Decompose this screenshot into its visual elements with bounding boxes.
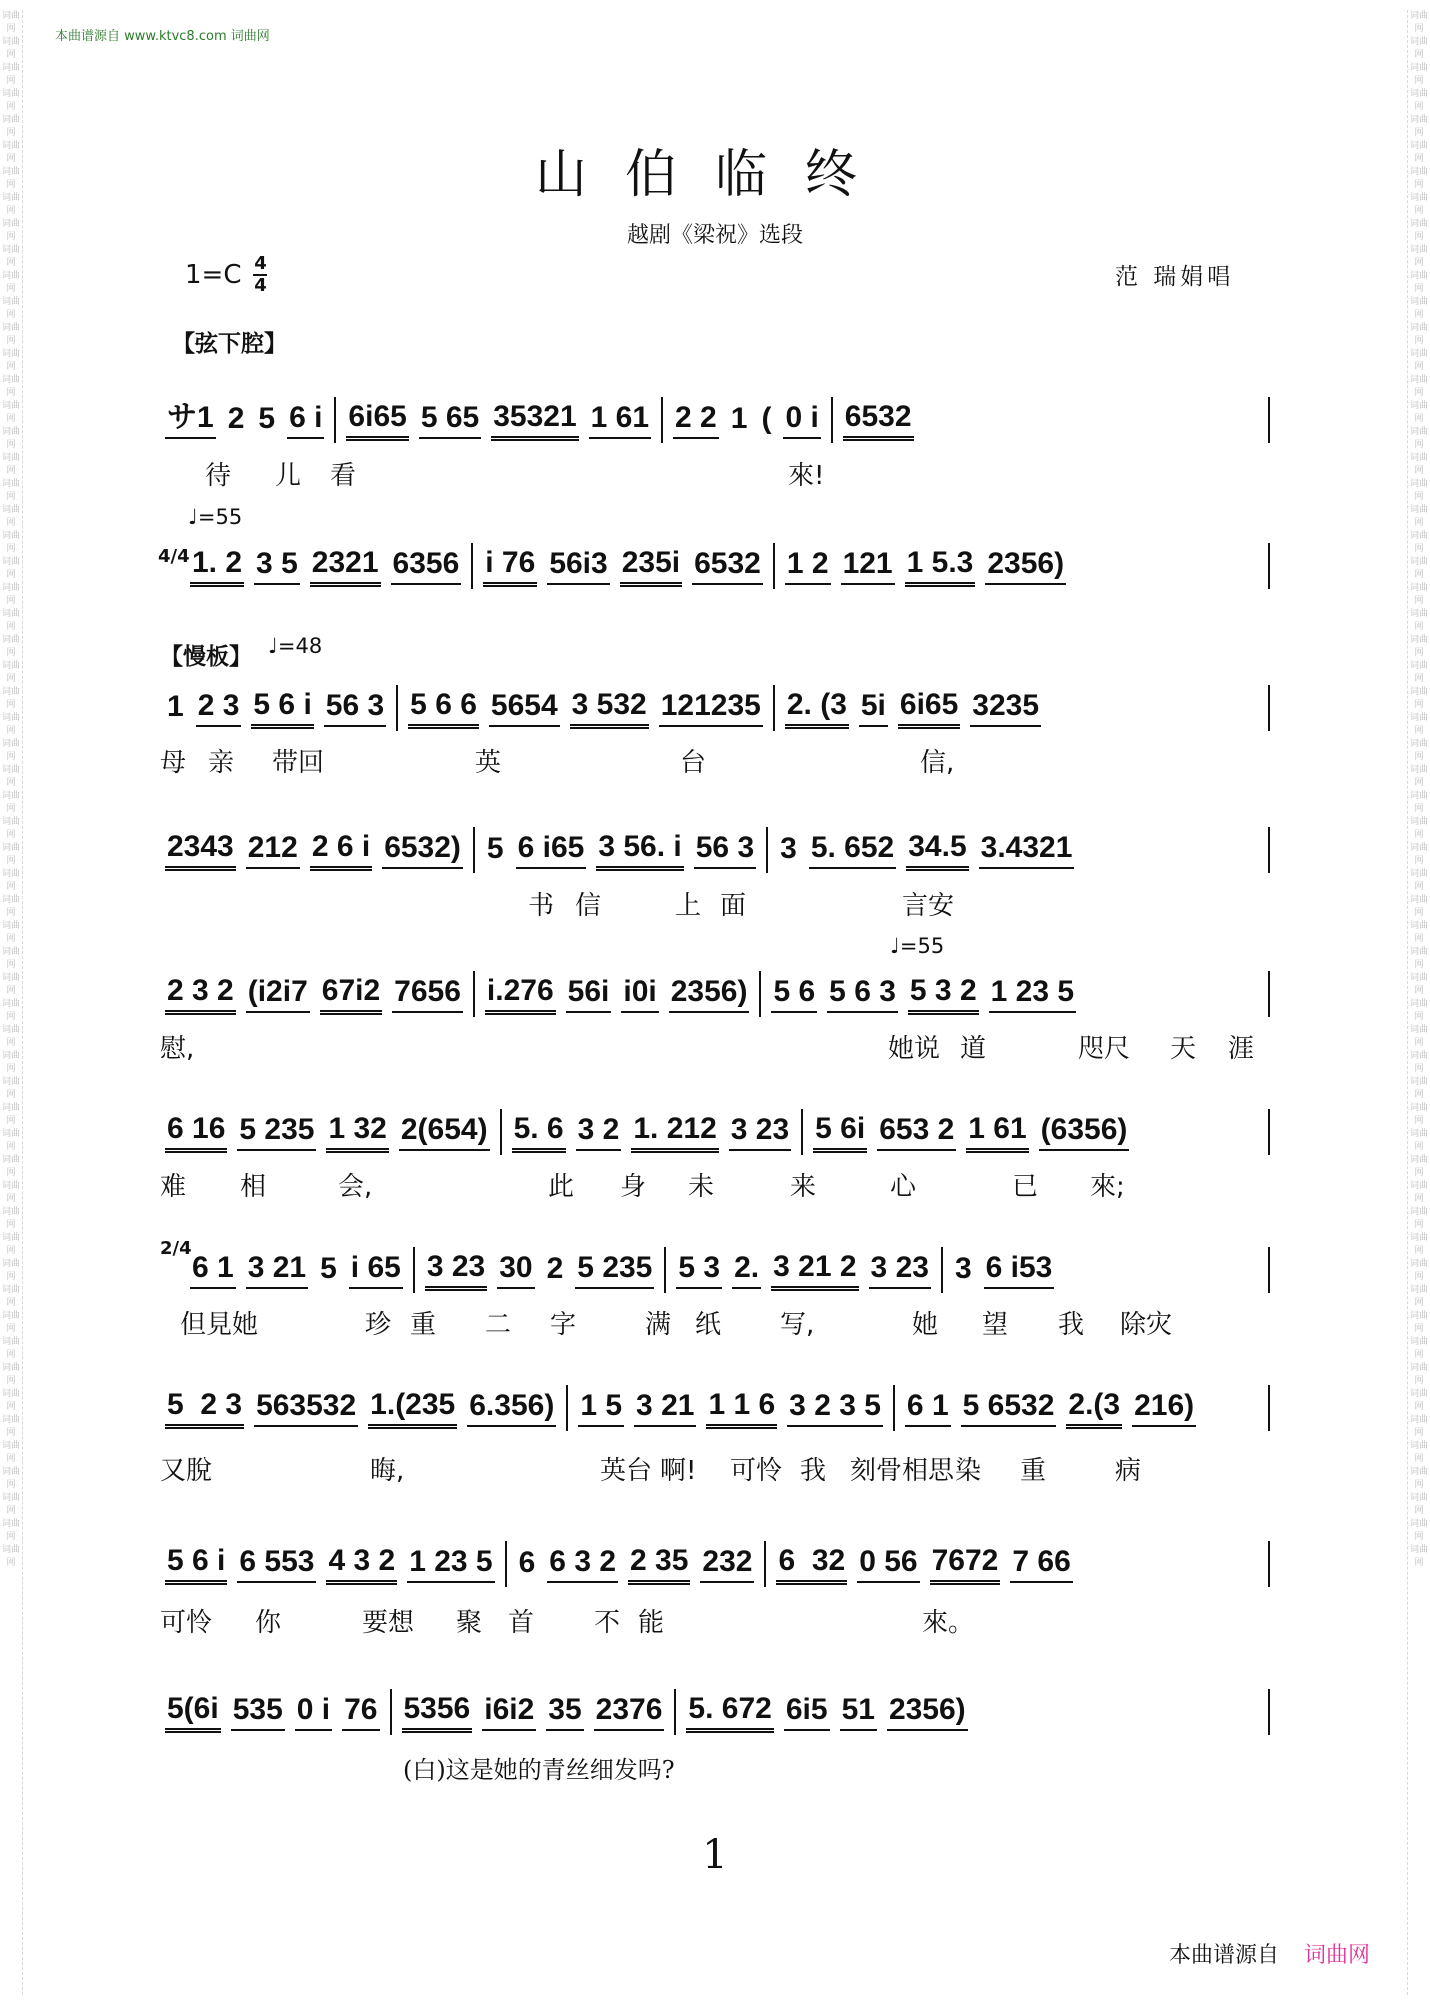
barline <box>1268 1689 1270 1735</box>
note-group: 5 6 3 <box>827 975 898 1013</box>
lyric-syllable: 重 <box>1020 1456 1047 1486</box>
lyric-syllable: 望 <box>982 1310 1009 1340</box>
source-header: 本曲谱源自 www.ktvc8.com 词曲网 <box>55 29 270 44</box>
section-label-intro: 【弦下腔】 <box>172 331 287 357</box>
tempo-marking-b: ♩=48 <box>268 634 323 658</box>
time-denominator: 4 <box>254 275 267 296</box>
lyric-syllable: 除灾 <box>1120 1310 1173 1340</box>
note-group: 56 3 <box>694 831 756 869</box>
lyric-syllable: 要想 <box>362 1608 415 1638</box>
barline <box>1268 827 1270 873</box>
lyric-syllable: 但見她 <box>180 1310 259 1340</box>
lyric-syllable: 我 <box>1058 1310 1085 1340</box>
lyric-row-4 <box>160 885 1270 919</box>
lyric-syllable: 啊! <box>660 1456 697 1486</box>
lyric-row-6 <box>160 1166 1270 1200</box>
note-group: 2356) <box>669 975 750 1013</box>
lyric-row-5 <box>160 1028 1270 1062</box>
note-group: i 65 <box>349 1251 403 1289</box>
note-group: 2. <box>732 1251 761 1289</box>
note-group: サ1 <box>165 401 216 439</box>
lyric-syllable: 刻骨相思 <box>850 1456 955 1486</box>
note-group: 35 <box>546 1693 583 1731</box>
tempo-marking-a: ♩=55 <box>188 505 243 529</box>
note-group: 2321 <box>310 546 381 587</box>
note-group: 6532 <box>692 547 763 585</box>
barline <box>471 543 473 589</box>
time-change-a: 4/4 <box>158 546 190 567</box>
note-group: 1. 2 <box>190 546 244 587</box>
site-name-link[interactable]: 词曲网 <box>1303 1943 1370 1968</box>
lyric-syllable: 字 <box>550 1310 577 1340</box>
note-group: 5 6 i <box>165 1544 227 1585</box>
key-label: 1=C <box>185 260 242 290</box>
note-group: 6 i <box>287 401 324 439</box>
score-row-5 <box>165 970 1270 1018</box>
barline <box>390 1689 392 1735</box>
page-number: 1 <box>702 1832 728 1878</box>
barline <box>773 685 775 731</box>
lyric-syllable: 面 <box>720 891 747 921</box>
barline <box>831 397 833 443</box>
note-group: 3 <box>954 1252 972 1285</box>
lyric-syllable: 儿 <box>275 461 302 491</box>
note-group: 2356) <box>887 1693 968 1731</box>
lyric-syllable: 已 <box>1012 1172 1039 1202</box>
note-group: 3 5 <box>254 547 300 585</box>
lyric-syllable: 未 <box>688 1172 715 1202</box>
lyric-syllable: 晦, <box>370 1456 405 1486</box>
singer-credit: 范 瑞娟唱 <box>1115 264 1235 290</box>
note-group: 5. 672 <box>686 1692 773 1733</box>
spoken-line <box>160 1750 1270 1784</box>
note-group: 3 23 <box>425 1250 487 1291</box>
note-group: 3235 <box>970 689 1041 727</box>
lyric-syllable: 言安 <box>902 891 955 921</box>
barline <box>941 1247 943 1293</box>
lyric-syllable: 亲 <box>208 748 235 778</box>
note-group: 5 6532 <box>961 1389 1057 1427</box>
note-group: 5(6i <box>165 1692 221 1733</box>
note-group: 3 21 <box>634 1389 696 1427</box>
barline <box>766 827 768 873</box>
barline <box>661 397 663 443</box>
lyric-syllable: 她 <box>912 1310 939 1340</box>
note-group: 3 23 <box>729 1113 791 1151</box>
note-group: 5654 <box>489 689 560 727</box>
note-group: 1 5.3 <box>905 546 976 587</box>
note-group: 5 3 2 <box>908 974 979 1015</box>
note-group: 6 553 <box>237 1545 316 1583</box>
note-group: 6 i53 <box>984 1251 1055 1289</box>
time-change-b: 2/4 <box>160 1238 192 1259</box>
note-group: 6356 <box>391 547 462 585</box>
lyric-syllable: 英 <box>475 748 502 778</box>
note-group: 2376 <box>594 1693 665 1731</box>
note-group: 3 532 <box>570 688 649 729</box>
note-group: 5. 652 <box>809 831 896 869</box>
barline <box>764 1541 766 1587</box>
note-group: 1 <box>730 402 748 435</box>
score-row-7 <box>190 1246 1270 1294</box>
time-signature <box>253 255 267 295</box>
lyric-syllable: 來。 <box>922 1608 975 1638</box>
note-group: 6532) <box>382 831 463 869</box>
lyric-syllable: 写, <box>780 1310 815 1340</box>
note-group: 1 32 <box>326 1112 388 1153</box>
note-group: 2 35 <box>628 1544 690 1585</box>
lyric-syllable: 可怜 <box>730 1456 783 1486</box>
note-group: 2. (3 <box>785 688 849 729</box>
note-group: 5356 <box>402 1692 473 1733</box>
barline <box>566 1385 568 1431</box>
note-group: 5 6 6 <box>408 688 479 729</box>
lyric-syllable: 信 <box>575 891 602 921</box>
note-group: 1. 212 <box>631 1112 718 1153</box>
note-group: 1 61 <box>966 1112 1028 1153</box>
barline <box>1268 543 1270 589</box>
note-group: 76 <box>342 1693 379 1731</box>
lyric-syllable: 她说 <box>888 1034 941 1064</box>
lyric-syllable: 我 <box>800 1456 827 1486</box>
lyric-syllable: 不 <box>594 1608 621 1638</box>
lyric-syllable: 信, <box>920 748 955 778</box>
note-group: 0 i <box>295 1693 332 1731</box>
section-label-slow: 【慢板】 <box>160 644 252 670</box>
note-group: 3 21 2 <box>771 1250 858 1291</box>
lyric-syllable: 二 <box>485 1310 512 1340</box>
note-group: ( <box>761 402 772 435</box>
note-group: 1 23 5 <box>407 1545 494 1583</box>
barline <box>759 971 761 1017</box>
note-group: i.276 <box>485 974 556 1015</box>
lyric-syllable: 母 <box>160 748 187 778</box>
barline <box>1268 685 1270 731</box>
page-title: 山伯临终 <box>534 145 895 205</box>
note-group: 563532 <box>254 1389 358 1427</box>
note-group: 3 2 3 5 <box>787 1389 883 1427</box>
note-group: 1 2 <box>785 547 831 585</box>
barline <box>396 685 398 731</box>
note-group: 2 3 <box>196 689 242 727</box>
lyric-syllable: 道 <box>960 1034 987 1064</box>
note-group: 6532 <box>843 400 914 441</box>
note-group: 3 56. i <box>596 830 683 871</box>
lyric-syllable: 相 <box>240 1172 267 1202</box>
lyric-syllable: 咫尺 <box>1078 1034 1131 1064</box>
note-group: 56i3 <box>547 547 609 585</box>
score-row-6 <box>165 1108 1270 1156</box>
barline <box>473 971 475 1017</box>
barline <box>500 1109 502 1155</box>
note-group: 3.4321 <box>979 831 1075 869</box>
note-group: 2(654) <box>399 1113 490 1151</box>
lyric-syllable: 首 <box>508 1608 535 1638</box>
lyric-syllable: 來! <box>788 461 825 491</box>
note-group: 2 3 2 <box>165 974 236 1015</box>
note-group: (6356) <box>1039 1113 1130 1151</box>
lyric-syllable: 病 <box>1115 1456 1142 1486</box>
lyric-row-8 <box>160 1450 1270 1484</box>
note-group: 1 61 <box>589 401 651 439</box>
lyric-syllable: 书 <box>528 891 555 921</box>
note-group: 2 <box>546 1252 564 1285</box>
lyric-row-3 <box>160 742 1270 776</box>
note-group: 6i65 <box>346 400 408 441</box>
barline <box>1268 1109 1270 1155</box>
note-group: 3 23 <box>869 1251 931 1289</box>
note-group: 5 2 3 <box>165 1388 244 1429</box>
note-group: 5 <box>258 402 276 435</box>
lyric-syllable: 聚 <box>456 1608 483 1638</box>
lyric-syllable: 可怜 <box>160 1608 213 1638</box>
lyric-row-7 <box>160 1304 1270 1338</box>
note-group: 653 2 <box>877 1113 956 1151</box>
note-group: 5 <box>320 1252 337 1285</box>
lyric-syllable: 看 <box>330 461 357 491</box>
lyric-syllable: 身 <box>620 1172 647 1202</box>
note-group: 5 65 <box>419 401 481 439</box>
barline <box>801 1109 803 1155</box>
note-group: 6i5 <box>784 1693 830 1731</box>
barline <box>773 543 775 589</box>
lyric-syllable: 心 <box>890 1172 917 1202</box>
note-group: 5 6 i <box>251 688 313 729</box>
note-group: i0i <box>621 975 658 1013</box>
note-group: 3 <box>780 832 797 865</box>
note-group: 35321 <box>491 400 578 441</box>
note-group: 6 16 <box>165 1112 227 1153</box>
note-group: 2343 <box>165 830 236 871</box>
score-row-8 <box>165 1384 1270 1432</box>
lyric-row-9 <box>160 1602 1270 1636</box>
lyric-syllable: 重 <box>410 1310 437 1340</box>
note-group: 56 3 <box>324 689 386 727</box>
note-group: 1.(235 <box>368 1388 457 1429</box>
score-row-1 <box>165 396 1270 444</box>
note-group: 34.5 <box>906 830 968 871</box>
score-row-9 <box>165 1540 1270 1588</box>
score-row-4 <box>165 826 1270 874</box>
note-group: 1 <box>167 690 184 723</box>
note-group: 6 1 <box>190 1251 236 1289</box>
lyric-syllable: 会, <box>338 1172 373 1202</box>
lyric-syllable: 染 <box>955 1456 982 1486</box>
note-group: 3 2 <box>576 1113 622 1151</box>
note-group: 2 2 <box>673 401 719 439</box>
lyric-row-1 <box>160 455 1270 489</box>
note-group: i6i2 <box>482 1693 536 1731</box>
note-group: 56i <box>566 975 612 1013</box>
note-group: 1 23 5 <box>989 975 1076 1013</box>
lyric-syllable: 带回 <box>272 748 325 778</box>
note-group: 3 21 <box>246 1251 308 1289</box>
score-row-10 <box>165 1688 1270 1736</box>
note-group: 2 6 i <box>310 830 372 871</box>
note-group: 5 6i <box>813 1112 867 1153</box>
lyric-syllable: 纸 <box>695 1310 722 1340</box>
lyric-syllable: 此 <box>548 1172 575 1202</box>
time-numerator: 4 <box>254 253 267 274</box>
note-group: 51 <box>840 1693 877 1731</box>
note-group: 5 235 <box>237 1113 316 1151</box>
note-group: 6.356) <box>467 1389 556 1427</box>
note-group: 5 235 <box>575 1251 654 1289</box>
note-group: 0 56 <box>857 1545 919 1583</box>
lyric-syllable: 上 <box>675 891 702 921</box>
barline <box>1268 1541 1270 1587</box>
spoken-text: (白)这是她的青丝细发吗? <box>403 1756 675 1784</box>
right-watermark-strip: 词曲网 词曲网 词曲网 词曲网 词曲网 词曲网 词曲网 词曲网 词曲网 词曲网 词曲网 词曲网 词曲网 词曲网 词曲网 词曲网 词曲网 词曲网 词曲网 词曲网 词曲网 词曲网 词曲网 词曲网 词曲网 词曲网 词曲网 词曲网 词曲网 词曲网 词曲网 词曲网 词曲网 词曲网 词曲网 词曲网 词曲网 词曲网 词曲网 词曲网 词曲网 词曲网 词曲网 词曲网 词曲网 词曲网 词曲网 词曲网 词曲网 词曲网 词曲网 词曲网 词曲网 词曲网 词曲网 词曲网 词曲网 词曲网 词曲网 词曲网 <box>1407 10 1430 1995</box>
note-group: 212 <box>246 831 300 869</box>
lyric-syllable: 来 <box>790 1172 817 1202</box>
note-group: i 76 <box>483 546 537 587</box>
score-row-3 <box>165 684 1270 732</box>
note-group: 6 3 2 <box>547 1545 618 1583</box>
note-group: 121235 <box>659 689 763 727</box>
note-group: 5 3 <box>676 1251 722 1289</box>
note-group: 535 <box>231 1693 285 1731</box>
barline <box>473 827 475 873</box>
barline <box>893 1385 895 1431</box>
score-row-2 <box>190 542 1270 590</box>
note-group: 6 <box>518 1546 536 1579</box>
barline <box>334 397 336 443</box>
barline <box>1268 1385 1270 1431</box>
lyric-syllable: 能 <box>638 1608 665 1638</box>
lyric-syllable: 珍 <box>365 1310 392 1340</box>
note-group: 6 32 <box>776 1544 847 1585</box>
barline <box>674 1689 676 1735</box>
barline <box>1268 397 1270 443</box>
note-group: 5. 6 <box>512 1112 566 1153</box>
key-signature <box>185 255 267 295</box>
lyric-syllable: 來; <box>1090 1172 1125 1202</box>
note-group: 7 66 <box>1010 1545 1072 1583</box>
barline <box>1268 1247 1270 1293</box>
note-group: 7656 <box>392 975 463 1013</box>
note-group: 1 5 <box>578 1389 624 1427</box>
page-subtitle: 越剧《梁祝》选段 <box>626 223 803 248</box>
lyric-syllable: 慰, <box>160 1034 195 1064</box>
note-group: 6 1 <box>905 1389 951 1427</box>
note-group: 30 <box>497 1251 534 1289</box>
note-group: 7672 <box>930 1544 1001 1585</box>
lyric-syllable: 你 <box>255 1608 282 1638</box>
left-watermark-strip: 词曲网 词曲网 词曲网 词曲网 词曲网 词曲网 词曲网 词曲网 词曲网 词曲网 词曲网 词曲网 词曲网 词曲网 词曲网 词曲网 词曲网 词曲网 词曲网 词曲网 词曲网 词曲网 词曲网 词曲网 词曲网 词曲网 词曲网 词曲网 词曲网 词曲网 词曲网 词曲网 词曲网 词曲网 词曲网 词曲网 词曲网 词曲网 词曲网 词曲网 词曲网 词曲网 词曲网 词曲网 词曲网 词曲网 词曲网 词曲网 词曲网 词曲网 词曲网 词曲网 词曲网 词曲网 词曲网 词曲网 词曲网 词曲网 词曲网 词曲网 <box>0 10 23 1995</box>
source-footer <box>1169 1938 1370 1969</box>
note-group: 0 i <box>783 401 820 439</box>
note-group: 216) <box>1132 1389 1196 1427</box>
note-group: 1 1 6 <box>706 1388 777 1429</box>
barline <box>413 1247 415 1293</box>
note-group: 2 <box>227 402 245 435</box>
lyric-syllable: 难 <box>160 1172 187 1202</box>
note-group: 2.(3 <box>1066 1388 1122 1429</box>
note-group: 121 <box>841 547 895 585</box>
barline <box>664 1247 666 1293</box>
lyric-syllable: 天 <box>1170 1034 1197 1064</box>
note-group: 4 3 2 <box>326 1544 397 1585</box>
note-group: 5i <box>859 689 888 727</box>
lyric-syllable: 又脫 <box>160 1456 213 1486</box>
lyric-syllable: 待 <box>205 461 232 491</box>
lyric-syllable: 满 <box>645 1310 672 1340</box>
lyric-syllable: 台 <box>680 748 707 778</box>
note-group: 5 6 <box>771 975 817 1013</box>
note-group: 6 i65 <box>516 831 587 869</box>
note-group: 235i <box>620 546 682 587</box>
tempo-marking-c: ♩=55 <box>890 934 945 958</box>
note-group: (i2i7 <box>246 975 310 1013</box>
lyric-syllable: 涯 <box>1228 1034 1255 1064</box>
note-group: 232 <box>700 1545 754 1583</box>
note-group: 67i2 <box>320 974 382 1015</box>
barline <box>1268 971 1270 1017</box>
lyric-syllable: 英台 <box>600 1456 653 1486</box>
note-group: 5 <box>486 832 504 865</box>
barline <box>505 1541 507 1587</box>
source-footer-label: 本曲谱源自 <box>1168 1943 1279 1968</box>
note-group: 6i65 <box>898 688 960 729</box>
note-group: 2356) <box>985 547 1066 585</box>
